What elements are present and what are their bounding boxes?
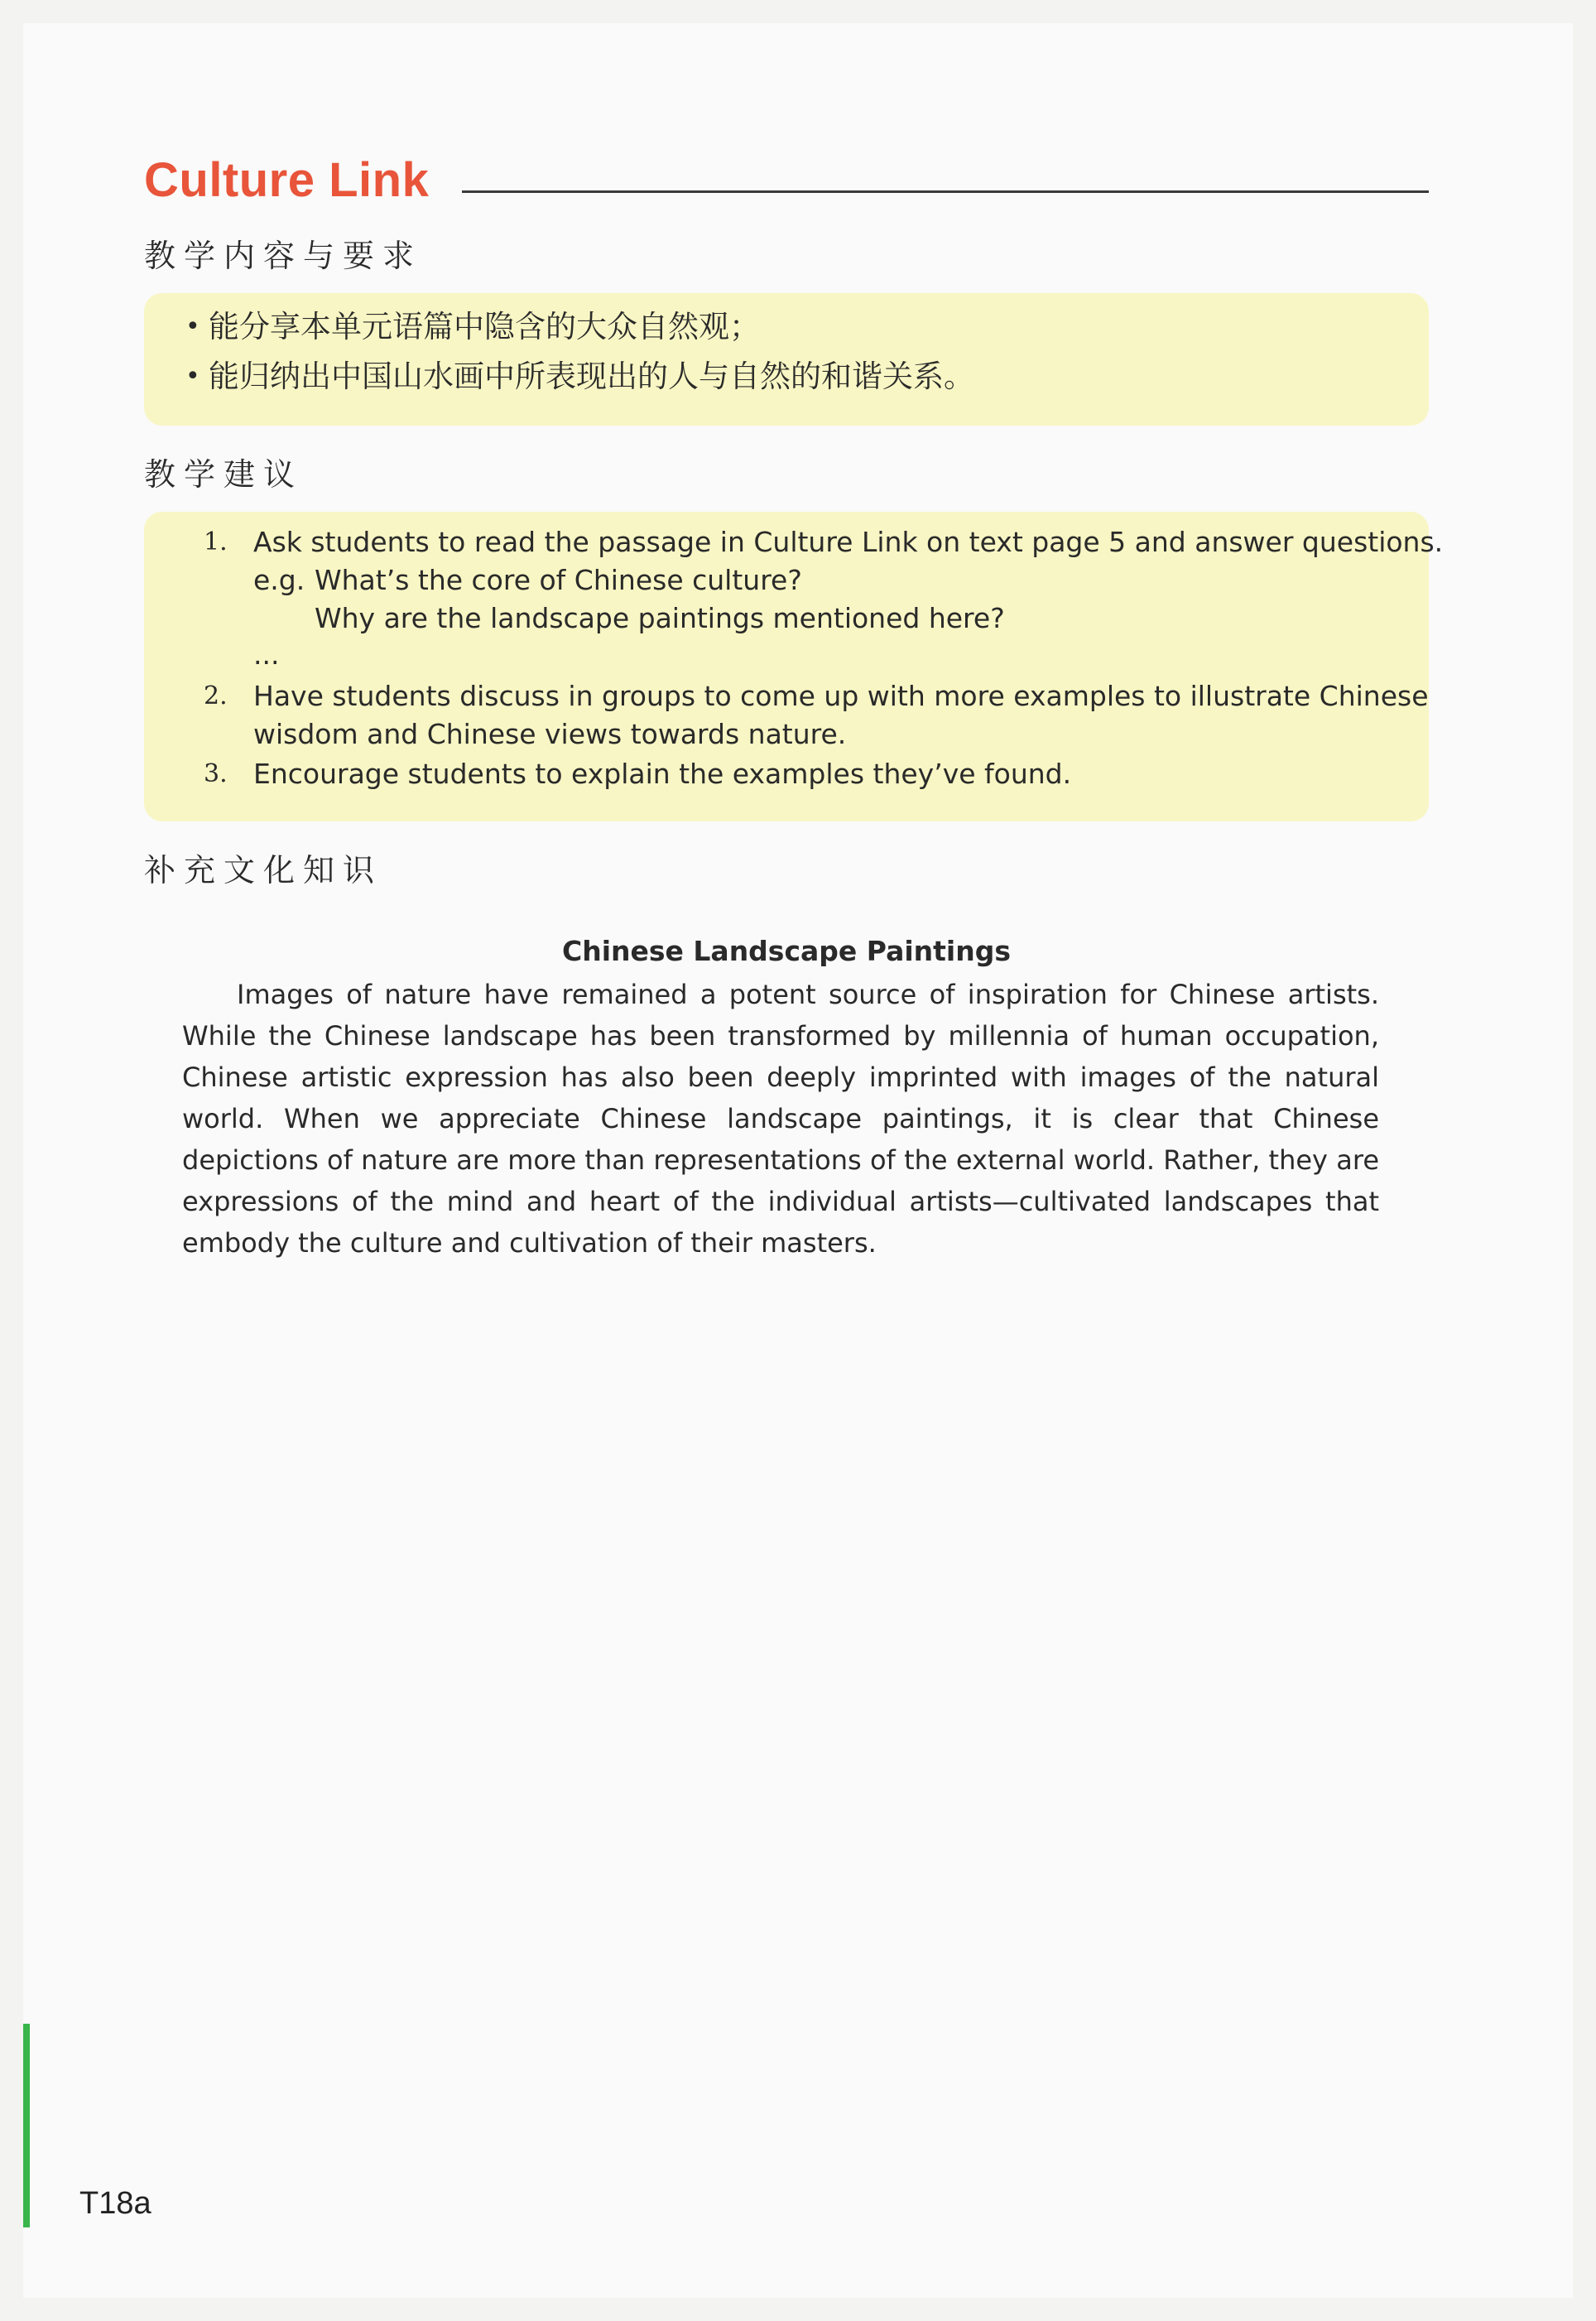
suggestion-text: wisdom and Chinese views towards nature.: [253, 718, 847, 750]
page-number: T18a: [79, 2186, 151, 2221]
bullet-icon: •: [185, 312, 200, 341]
side-accent-bar: [23, 2024, 30, 2227]
title-rule: [462, 190, 1429, 193]
goal-item: [185, 306, 760, 348]
suggestion-text: Encourage students to explain the examples they’ve found.: [253, 758, 1072, 790]
page-title: Culture Link: [144, 153, 430, 207]
suggestions-heading: 教学建议: [144, 456, 304, 493]
example-question: Why are the landscape paintings mentioned here?: [315, 602, 1005, 634]
suggestion-text: Ask students to read the passage in Culture Link on text page 5 and answer questions.: [253, 526, 1444, 558]
suggestion-number: 1.: [204, 527, 228, 556]
extra-knowledge-heading: 补充文化知识: [144, 852, 383, 888]
suggestions-box: [144, 512, 1444, 821]
eg-label: e.g.: [253, 564, 305, 596]
goals-box: [144, 293, 1429, 426]
article-body: Images of nature have remained a potent source of inspiration for Chinese artists. While the Chinese landscape has been transformed by millennia of human occupation, Chinese artistic expression has also been deeply imprinted with images of the natural world. When we appreciate Chinese landscape paintings, it is clear that Chinese depictions of nature are more than representations of the external world. Rather, they are expressions of the mind and heart of the individual artists—cultivated landscapes that embody the culture and cultivation of their masters.: [182, 979, 1379, 1259]
suggestion-text: Have students discuss in groups to come up with more examples to illustrate Chinese: [253, 680, 1429, 712]
article-title: Chinese Landscape Paintings: [561, 935, 1011, 967]
ellipsis: ...: [253, 638, 280, 671]
goal-text: 能分享本单元语篇中隐含的大众自然观；: [209, 309, 760, 344]
goals-heading: 教学内容与要求: [144, 238, 423, 274]
suggestion-number: 3.: [204, 759, 228, 788]
section-header: [144, 147, 1429, 214]
bullet-icon: •: [185, 362, 200, 391]
suggestion-number: 2.: [204, 681, 228, 710]
example-question: What’s the core of Chinese culture?: [315, 564, 802, 596]
goal-item: [185, 356, 974, 397]
goal-text: 能归纳出中国山水画中所表现出的人与自然的和谐关系。: [209, 359, 974, 394]
